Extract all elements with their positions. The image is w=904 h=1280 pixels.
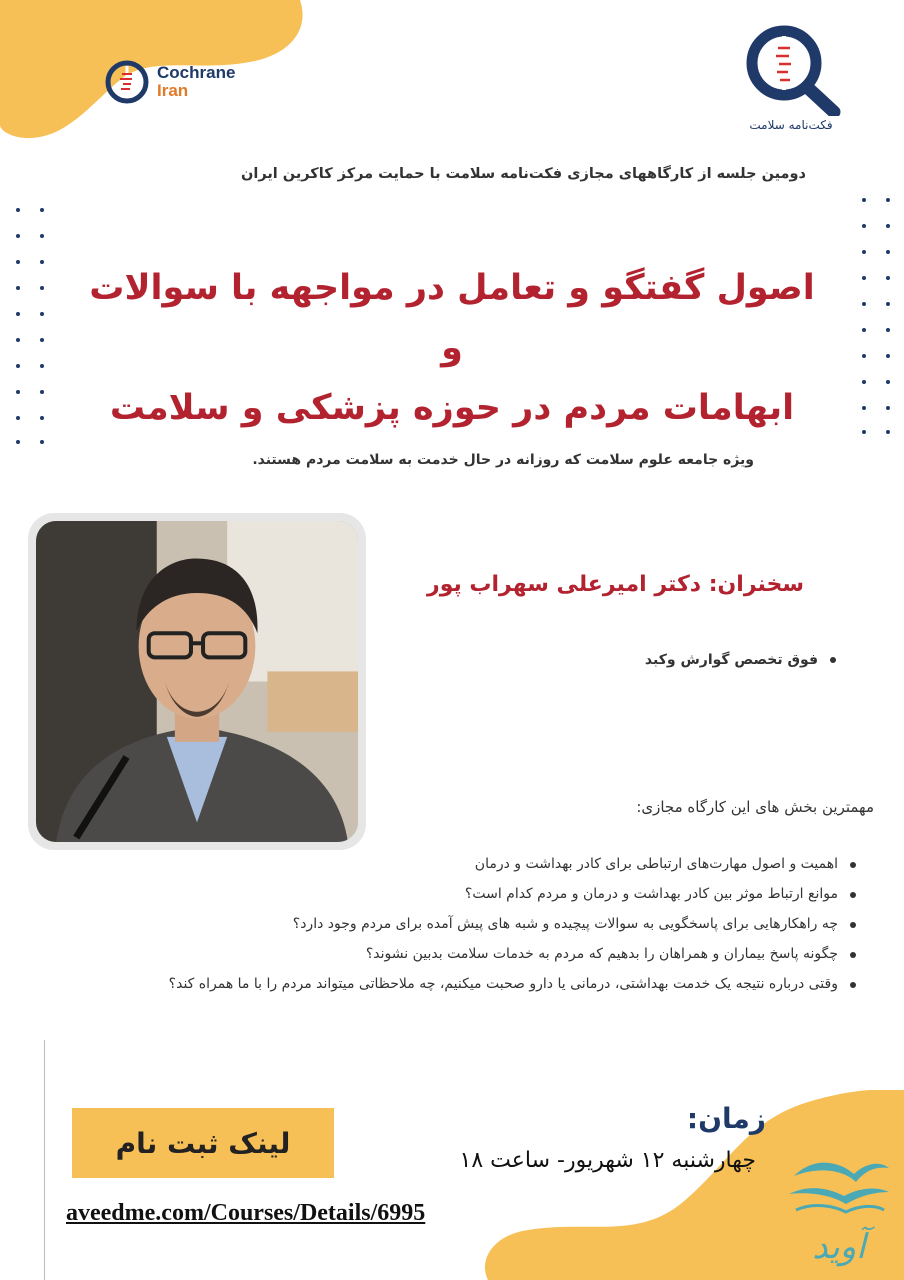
right-dot-grid [862,198,892,434]
list-item: وقتی درباره نتیجه یک خدمت بهداشتی، درمانی یا دارو صحبت میکنیم، چه ملاحظاتی میتواند مردم را با ما همراه کند؟ [66,972,856,997]
left-dot-grid [16,208,46,444]
event-subtitle: دومین جلسه از کارگاههای مجازی فکت‌نامه سلامت با حمایت مرکز کاکرین ایران [240,166,806,182]
event-title-line-2: ابهامات مردم در حوزه پزشکی و سلامت [109,388,795,428]
register-button[interactable] [72,1108,334,1178]
cochrane-country: Iran [157,81,189,100]
cochrane-iran-logo [105,60,235,104]
magnifier-logo-icon [736,18,846,116]
book-wave-logo-icon [784,1146,894,1271]
topics-list [66,852,856,1002]
list-item: اهمیت و اصول مهارت‌های ارتباطی برای کادر بهداشت و درمان [66,852,856,877]
list-item: موانع ارتباط موثر بین کادر بهداشت و درمان و مردم کدام است؟ [66,882,856,907]
speaker-credential: فوق تخصص گوارش وکبد [644,652,818,668]
cochrane-name: Cochrane [157,63,236,82]
factname-logo [736,18,846,132]
event-title-line-1: اصول گفتگو و تعامل در مواجهه با سوالات و [89,268,815,368]
list-item: چه راهکارهایی برای پاسخگویی به سوالات پیچیده و شبه های پیش آمده برای مردم وجود دارد؟ [66,912,856,937]
speaker-photo [36,521,358,842]
list-item: چگونه پاسخ بیماران و همراهان را بدهیم که مردم به خدمات سلامت بدبین نشوند؟ [66,942,856,967]
speaker-photo-frame [28,513,366,850]
register-button-label: لینک ثبت نام [115,1126,291,1160]
bullet-icon [830,657,836,663]
time-label: زمان: [686,1102,766,1135]
registration-link[interactable]: aveedme.com/Courses/Details/6995 [66,1200,426,1226]
aveed-logo [784,1146,894,1271]
topics-heading: مهمترین بخش های این کارگاه مجازی: [636,798,874,816]
event-title [80,258,824,438]
factname-caption: فکت‌نامه سلامت [749,118,833,132]
divider-line [44,1040,45,1280]
time-value: چهارشنبه ۱۲ شهریور- ساعت ۱۸ [459,1148,756,1173]
speaker-name: سخنران: دکتر امیرعلی سهراب پور [427,572,804,597]
target-audience: ویژه جامعه علوم سلامت که روزانه در حال خدمت به سلامت مردم هستند. [252,452,754,468]
aveed-logo-text: آوید [812,1227,866,1267]
cochrane-logo-icon [105,60,149,104]
speaker-credential-item [436,652,836,668]
